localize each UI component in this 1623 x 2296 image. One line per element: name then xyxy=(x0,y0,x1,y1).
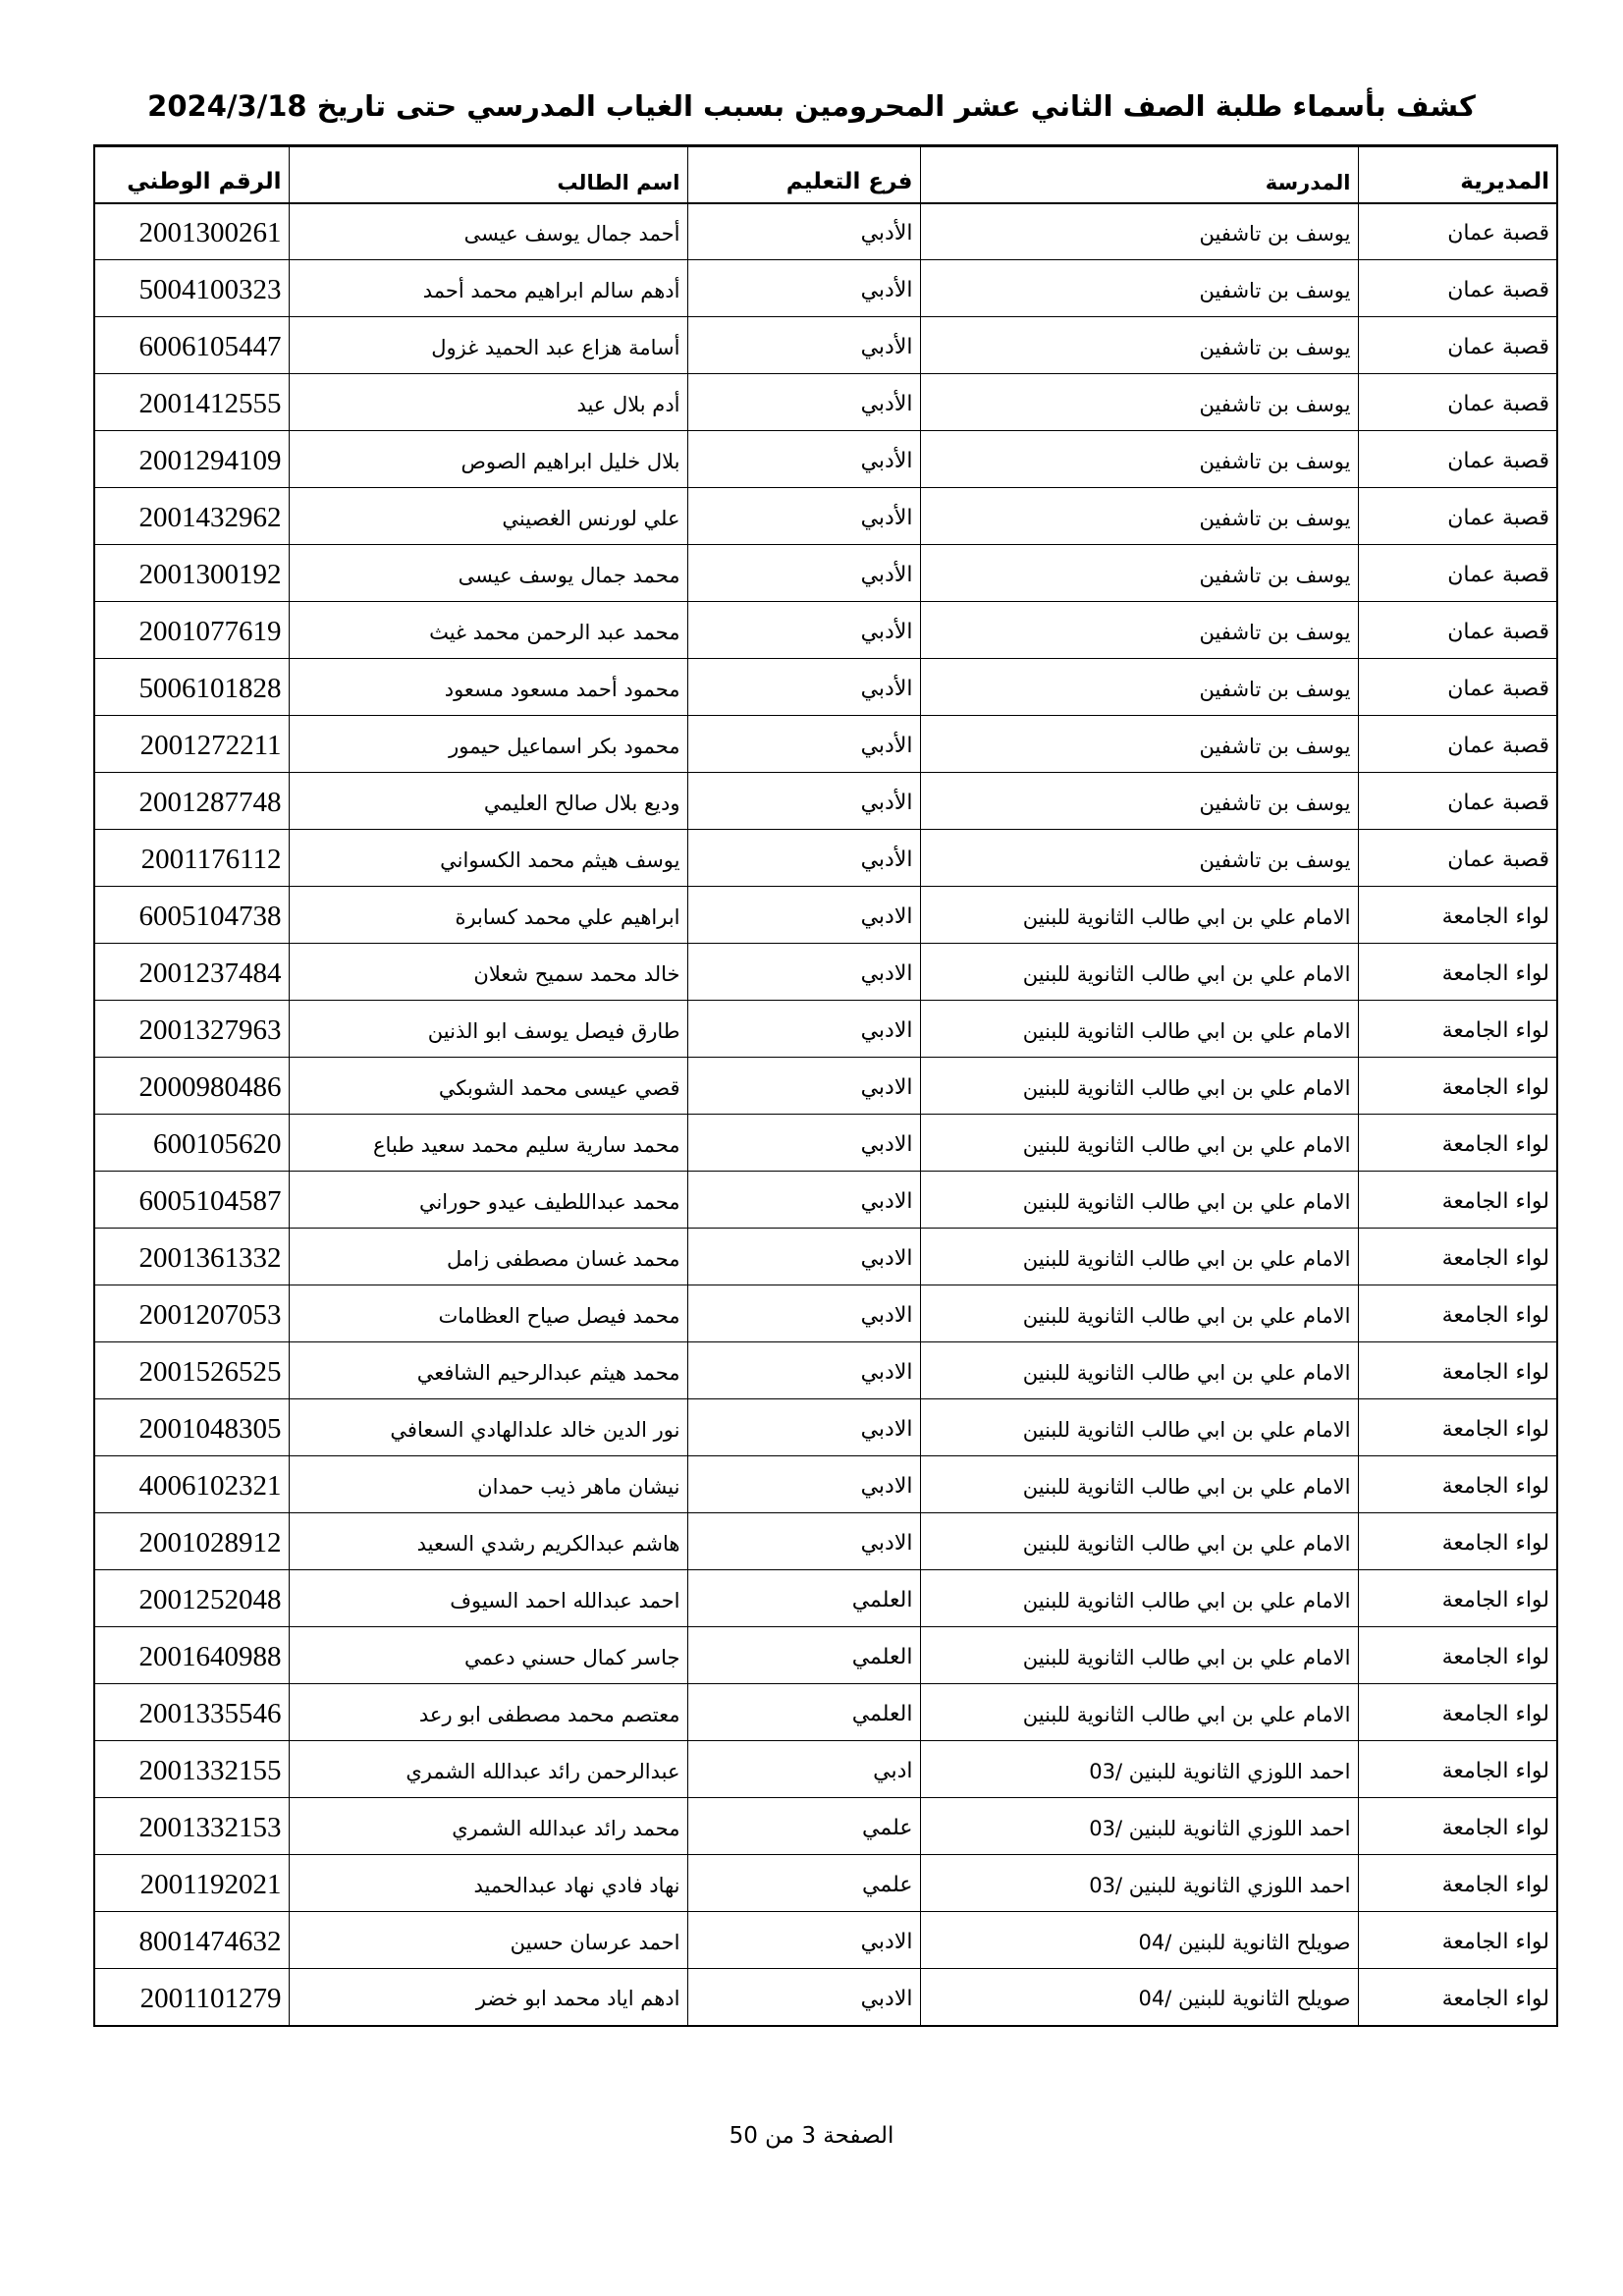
cell-school: الامام علي بن ابي طالب الثانوية للبنين xyxy=(920,1001,1358,1058)
cell-branch: الادبي xyxy=(687,1513,920,1570)
table-row xyxy=(94,1399,1557,1456)
cell-student-name: معتصم محمد مصطفى ابو رعد xyxy=(289,1684,687,1741)
cell-student-name: نهاد فادي نهاد عبدالحميد xyxy=(289,1855,687,1912)
cell-student-name: علي لورنس الغصيني xyxy=(289,488,687,545)
cell-school: احمد اللوزي الثانوية للبنين /03 xyxy=(920,1855,1358,1912)
cell-school: يوسف بن تاشفين xyxy=(920,830,1358,887)
cell-national-id: 2001327963 xyxy=(94,1001,289,1058)
cell-national-id: 2001192021 xyxy=(94,1855,289,1912)
cell-directorate: لواء الجامعة xyxy=(1358,1456,1557,1513)
cell-school: الامام علي بن ابي طالب الثانوية للبنين xyxy=(920,1684,1358,1741)
cell-student-name: محمد هيثم عبدالرحيم الشافعي xyxy=(289,1342,687,1399)
table-row xyxy=(94,1855,1557,1912)
cell-school: يوسف بن تاشفين xyxy=(920,431,1358,488)
cell-branch: الادبي xyxy=(687,1912,920,1969)
header-branch: فرع التعليم xyxy=(687,146,920,203)
cell-branch: الادبي xyxy=(687,1399,920,1456)
table-row xyxy=(94,1627,1557,1684)
table-row xyxy=(94,1172,1557,1229)
cell-branch: علمي xyxy=(687,1798,920,1855)
header-student-name: اسم الطالب xyxy=(289,146,687,203)
table-row xyxy=(94,1456,1557,1513)
cell-national-id: 2001361332 xyxy=(94,1229,289,1285)
cell-branch: الادبي xyxy=(687,887,920,944)
cell-directorate: لواء الجامعة xyxy=(1358,1798,1557,1855)
cell-school: الامام علي بن ابي طالب الثانوية للبنين xyxy=(920,887,1358,944)
cell-directorate: لواء الجامعة xyxy=(1358,1342,1557,1399)
cell-branch: الادبي xyxy=(687,1969,920,2026)
cell-branch: العلمي xyxy=(687,1627,920,1684)
cell-national-id: 2001300192 xyxy=(94,545,289,602)
cell-student-name: محمد جمال يوسف عيسى xyxy=(289,545,687,602)
cell-branch: الأدبي xyxy=(687,716,920,773)
cell-student-name: ابراهيم علي محمد كسابرة xyxy=(289,887,687,944)
table-row xyxy=(94,659,1557,716)
cell-school: الامام علي بن ابي طالب الثانوية للبنين xyxy=(920,1058,1358,1115)
cell-directorate: لواء الجامعة xyxy=(1358,1969,1557,2026)
cell-national-id: 2001640988 xyxy=(94,1627,289,1684)
cell-national-id: 2001272211 xyxy=(94,716,289,773)
cell-student-name: يوسف هيثم محمد الكسواني xyxy=(289,830,687,887)
cell-student-name: طارق فيصل يوسف ابو الذنين xyxy=(289,1001,687,1058)
table-body xyxy=(94,203,1557,2026)
table-row xyxy=(94,1513,1557,1570)
cell-national-id: 8001474632 xyxy=(94,1912,289,1969)
cell-school: يوسف بن تاشفين xyxy=(920,773,1358,830)
cell-branch: الأدبي xyxy=(687,773,920,830)
cell-branch: الادبي xyxy=(687,1001,920,1058)
cell-branch: العلمي xyxy=(687,1684,920,1741)
cell-school: يوسف بن تاشفين xyxy=(920,203,1358,260)
page-number: الصفحة 3 من 50 xyxy=(729,2123,894,2149)
cell-national-id: 2001048305 xyxy=(94,1399,289,1456)
table-row xyxy=(94,1058,1557,1115)
cell-student-name: محمد غسان مصطفى زامل xyxy=(289,1229,687,1285)
cell-school: يوسف بن تاشفين xyxy=(920,602,1358,659)
cell-directorate: لواء الجامعة xyxy=(1358,1115,1557,1172)
cell-student-name: قصي عيسى محمد الشوبكي xyxy=(289,1058,687,1115)
table-row xyxy=(94,1115,1557,1172)
cell-national-id: 2001294109 xyxy=(94,431,289,488)
cell-school: الامام علي بن ابي طالب الثانوية للبنين xyxy=(920,1513,1358,1570)
cell-directorate: قصبة عمان xyxy=(1358,317,1557,374)
cell-national-id: 2001237484 xyxy=(94,944,289,1001)
cell-branch: ادبي xyxy=(687,1741,920,1798)
cell-national-id: 5006101828 xyxy=(94,659,289,716)
cell-student-name: جاسر كمال حسني دعمي xyxy=(289,1627,687,1684)
cell-national-id: 2001526525 xyxy=(94,1342,289,1399)
cell-national-id: 2001332153 xyxy=(94,1798,289,1855)
cell-directorate: لواء الجامعة xyxy=(1358,1172,1557,1229)
cell-student-name: ادهم اياد محمد ابو خضر xyxy=(289,1969,687,2026)
table-row xyxy=(94,944,1557,1001)
cell-branch: علمي xyxy=(687,1855,920,1912)
page-title: كشف بأسماء طلبة الصف الثاني عشر المحرومين بسبب الغياب المدرسي حتى تاريخ 2024/3/18 xyxy=(147,89,1476,123)
cell-school: الامام علي بن ابي طالب الثانوية للبنين xyxy=(920,1285,1358,1342)
cell-student-name: وديع بلال صالح العليمي xyxy=(289,773,687,830)
cell-school: يوسف بن تاشفين xyxy=(920,716,1358,773)
cell-directorate: قصبة عمان xyxy=(1358,659,1557,716)
cell-student-name: أسامة هزاع عبد الحميد غزول xyxy=(289,317,687,374)
cell-student-name: محمد رائد عبدالله الشمري xyxy=(289,1798,687,1855)
cell-national-id: 6005104738 xyxy=(94,887,289,944)
cell-school: الامام علي بن ابي طالب الثانوية للبنين xyxy=(920,1172,1358,1229)
cell-student-name: أدهم سالم ابراهيم محمد أحمد xyxy=(289,260,687,317)
cell-student-name: محمد فيصل صياح العظامات xyxy=(289,1285,687,1342)
cell-student-name: محمد سارية سليم محمد سعيد طباع xyxy=(289,1115,687,1172)
cell-branch: الادبي xyxy=(687,1342,920,1399)
cell-school: يوسف بن تاشفين xyxy=(920,659,1358,716)
cell-school: يوسف بن تاشفين xyxy=(920,260,1358,317)
cell-school: صويلح الثانوية للبنين /04 xyxy=(920,1969,1358,2026)
cell-national-id: 5004100323 xyxy=(94,260,289,317)
cell-student-name: نور الدين خالد علدالهادي السعافي xyxy=(289,1399,687,1456)
header-school: المدرسة xyxy=(920,146,1358,203)
cell-national-id: 2001412555 xyxy=(94,374,289,431)
table-row xyxy=(94,1798,1557,1855)
table-row xyxy=(94,1001,1557,1058)
table-row xyxy=(94,1912,1557,1969)
cell-directorate: قصبة عمان xyxy=(1358,374,1557,431)
cell-school: احمد اللوزي الثانوية للبنين /03 xyxy=(920,1798,1358,1855)
cell-branch: الادبي xyxy=(687,944,920,1001)
table-row xyxy=(94,203,1557,260)
cell-student-name: محمد عبداللطيف عيدو حوراني xyxy=(289,1172,687,1229)
cell-national-id: 6006105447 xyxy=(94,317,289,374)
cell-school: يوسف بن تاشفين xyxy=(920,374,1358,431)
cell-school: الامام علي بن ابي طالب الثانوية للبنين xyxy=(920,944,1358,1001)
cell-branch: الأدبي xyxy=(687,374,920,431)
cell-student-name: هاشم عبدالكريم رشدي السعيد xyxy=(289,1513,687,1570)
cell-national-id: 2001176112 xyxy=(94,830,289,887)
cell-student-name: احمد عرسان حسين xyxy=(289,1912,687,1969)
cell-student-name: عبدالرحمن رائد عبدالله الشمري xyxy=(289,1741,687,1798)
cell-student-name: بلال خليل ابراهيم الصوص xyxy=(289,431,687,488)
cell-student-name: أحمد جمال يوسف عيسى xyxy=(289,203,687,260)
cell-national-id: 2001300261 xyxy=(94,203,289,260)
header-national-id: الرقم الوطني xyxy=(94,146,289,203)
cell-directorate: قصبة عمان xyxy=(1358,773,1557,830)
cell-national-id: 2001028912 xyxy=(94,1513,289,1570)
cell-branch: الادبي xyxy=(687,1285,920,1342)
cell-school: الامام علي بن ابي طالب الثانوية للبنين xyxy=(920,1456,1358,1513)
cell-directorate: لواء الجامعة xyxy=(1358,1627,1557,1684)
cell-student-name: محمود بكر اسماعيل حيمور xyxy=(289,716,687,773)
table-row xyxy=(94,1570,1557,1627)
table-row xyxy=(94,545,1557,602)
cell-national-id: 2001332155 xyxy=(94,1741,289,1798)
cell-school: يوسف بن تاشفين xyxy=(920,545,1358,602)
table-row xyxy=(94,1969,1557,2026)
cell-directorate: لواء الجامعة xyxy=(1358,1058,1557,1115)
cell-branch: الأدبي xyxy=(687,260,920,317)
cell-branch: الادبي xyxy=(687,1172,920,1229)
cell-school: احمد اللوزي الثانوية للبنين /03 xyxy=(920,1741,1358,1798)
cell-branch: الأدبي xyxy=(687,602,920,659)
cell-branch: الادبي xyxy=(687,1058,920,1115)
table-header xyxy=(94,146,1557,203)
cell-branch: الأدبي xyxy=(687,431,920,488)
table-row xyxy=(94,260,1557,317)
table-row xyxy=(94,1229,1557,1285)
table-row xyxy=(94,1342,1557,1399)
cell-directorate: قصبة عمان xyxy=(1358,488,1557,545)
cell-directorate: لواء الجامعة xyxy=(1358,1855,1557,1912)
table-row xyxy=(94,602,1557,659)
cell-directorate: لواء الجامعة xyxy=(1358,1912,1557,1969)
cell-student-name: خالد محمد سميح شعلان xyxy=(289,944,687,1001)
cell-directorate: لواء الجامعة xyxy=(1358,1229,1557,1285)
cell-national-id: 4006102321 xyxy=(94,1456,289,1513)
cell-school: الامام علي بن ابي طالب الثانوية للبنين xyxy=(920,1399,1358,1456)
cell-directorate: لواء الجامعة xyxy=(1358,944,1557,1001)
cell-directorate: لواء الجامعة xyxy=(1358,1285,1557,1342)
table-row xyxy=(94,374,1557,431)
cell-school: الامام علي بن ابي طالب الثانوية للبنين xyxy=(920,1342,1358,1399)
cell-student-name: محمد عبد الرحمن محمد غيث xyxy=(289,602,687,659)
cell-directorate: قصبة عمان xyxy=(1358,545,1557,602)
cell-national-id: 2001101279 xyxy=(94,1969,289,2026)
table-row xyxy=(94,1684,1557,1741)
cell-branch: العلمي xyxy=(687,1570,920,1627)
cell-school: يوسف بن تاشفين xyxy=(920,317,1358,374)
cell-student-name: محمود أحمد مسعود مسعود xyxy=(289,659,687,716)
table-row xyxy=(94,716,1557,773)
cell-directorate: لواء الجامعة xyxy=(1358,887,1557,944)
cell-branch: الادبي xyxy=(687,1115,920,1172)
cell-branch: الأدبي xyxy=(687,317,920,374)
cell-directorate: قصبة عمان xyxy=(1358,830,1557,887)
cell-directorate: لواء الجامعة xyxy=(1358,1399,1557,1456)
cell-national-id: 2000980486 xyxy=(94,1058,289,1115)
header-directorate: المديرية xyxy=(1358,146,1557,203)
header-row xyxy=(94,146,1557,203)
cell-national-id: 2001335546 xyxy=(94,1684,289,1741)
cell-national-id: 2001287748 xyxy=(94,773,289,830)
cell-directorate: لواء الجامعة xyxy=(1358,1513,1557,1570)
cell-school: يوسف بن تاشفين xyxy=(920,488,1358,545)
cell-school: الامام علي بن ابي طالب الثانوية للبنين xyxy=(920,1627,1358,1684)
table-row xyxy=(94,431,1557,488)
table-row xyxy=(94,773,1557,830)
cell-school: الامام علي بن ابي طالب الثانوية للبنين xyxy=(920,1229,1358,1285)
cell-branch: الأدبي xyxy=(687,830,920,887)
table-row xyxy=(94,488,1557,545)
cell-national-id: 600105620 xyxy=(94,1115,289,1172)
table-row xyxy=(94,1285,1557,1342)
cell-school: الامام علي بن ابي طالب الثانوية للبنين xyxy=(920,1570,1358,1627)
table-row xyxy=(94,1741,1557,1798)
cell-national-id: 2001207053 xyxy=(94,1285,289,1342)
cell-student-name: احمد عبدالله احمد السيوف xyxy=(289,1570,687,1627)
table-row xyxy=(94,830,1557,887)
cell-national-id: 2001432962 xyxy=(94,488,289,545)
cell-branch: الأدبي xyxy=(687,659,920,716)
table-row xyxy=(94,887,1557,944)
cell-branch: الادبي xyxy=(687,1229,920,1285)
cell-directorate: قصبة عمان xyxy=(1358,602,1557,659)
cell-directorate: قصبة عمان xyxy=(1358,203,1557,260)
cell-directorate: قصبة عمان xyxy=(1358,260,1557,317)
cell-directorate: لواء الجامعة xyxy=(1358,1001,1557,1058)
cell-directorate: لواء الجامعة xyxy=(1358,1741,1557,1798)
cell-national-id: 2001252048 xyxy=(94,1570,289,1627)
cell-branch: الأدبي xyxy=(687,203,920,260)
cell-student-name: نيشان ماهر ذيب حمدان xyxy=(289,1456,687,1513)
cell-directorate: لواء الجامعة xyxy=(1358,1684,1557,1741)
cell-directorate: لواء الجامعة xyxy=(1358,1570,1557,1627)
table-row xyxy=(94,317,1557,374)
cell-school: الامام علي بن ابي طالب الثانوية للبنين xyxy=(920,1115,1358,1172)
records-table xyxy=(93,144,1558,2027)
cell-branch: الادبي xyxy=(687,1456,920,1513)
cell-student-name: أدم بلال عيد xyxy=(289,374,687,431)
cell-school: صويلح الثانوية للبنين /04 xyxy=(920,1912,1358,1969)
cell-national-id: 6005104587 xyxy=(94,1172,289,1229)
cell-branch: الأدبي xyxy=(687,545,920,602)
cell-directorate: قصبة عمان xyxy=(1358,716,1557,773)
cell-branch: الأدبي xyxy=(687,488,920,545)
cell-national-id: 2001077619 xyxy=(94,602,289,659)
cell-directorate: قصبة عمان xyxy=(1358,431,1557,488)
